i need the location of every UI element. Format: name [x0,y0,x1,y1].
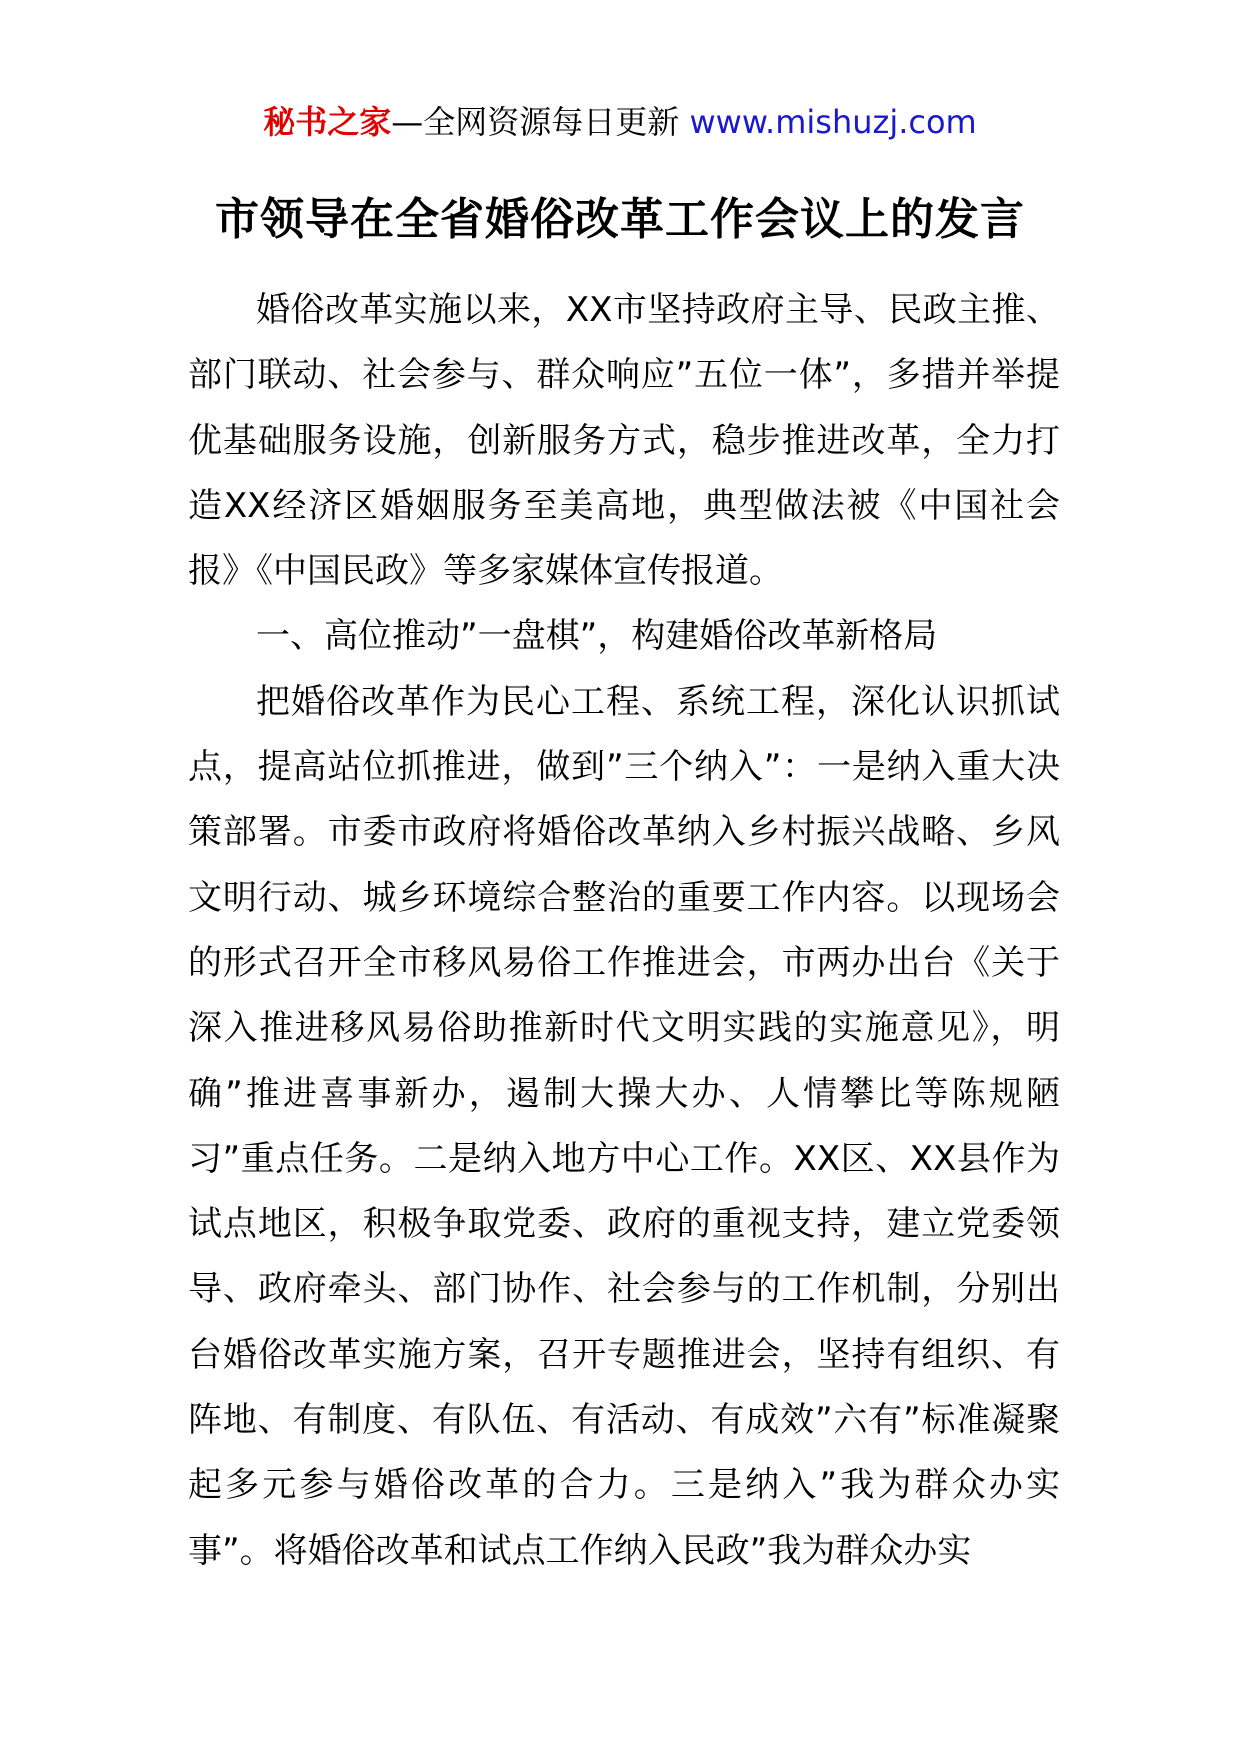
section-paragraph: 把婚俗改革作为民心工程、系统工程，深化认识抓试点，提高站位抓推进，做到”三个纳入”：一是纳入重大决策部署。市委市政府将婚俗改革纳入乡村振兴战略、乡风文明行动、城乡环境综合整治的重要工作内容。以现场会的形式召开全市移风易俗工作推进会，市两办出台《关于深入推进移风易俗助推新时代文明实践的实施意见》，明确”推进喜事新办，遏制大操大办、人情攀比等陈规陋习”重点任务。二是纳入地方中心工作。XX区、XX县作为试点地区，积极争取党委、政府的重视支持，建立党委领导、政府牵头、部门协作、社会参与的工作机制，分别出台婚俗改革实施方案，召开专题推进会，坚持有组织、有阵地、有制度、有队伍、有活动、有成效”六有”标准凝聚起多元参与婚俗改革的合力。三是纳入”我为群众办实事”。将婚俗改革和试点工作纳入民政”我为群众办实 [188,681,1060,1571]
site-url-link[interactable]: www.mishuzj.com [689,103,977,141]
intro-paragraph: 婚俗改革实施以来，XX市坚持政府主导、民政主推、部门联动、社会参与、群众响应”五位一体”，多措并举提优基础服务设施，创新服务方式，稳步推进改革，全力打造XX经济区婚姻服务至美高地，典型做法被《中国社会报》《中国民政》等多家媒体宣传报道。 [188,290,1060,592]
document-body [188,278,1060,1584]
site-brand: 秘书之家 [263,103,392,141]
section-heading: 一、高位推动”一盘棋”，构建婚俗改革新格局 [256,616,938,657]
site-header [0,100,1240,144]
document-title: 市领导在全省婚俗改革工作会议上的发言 [215,194,1025,245]
site-tagline: —全网资源每日更新 [391,103,680,141]
